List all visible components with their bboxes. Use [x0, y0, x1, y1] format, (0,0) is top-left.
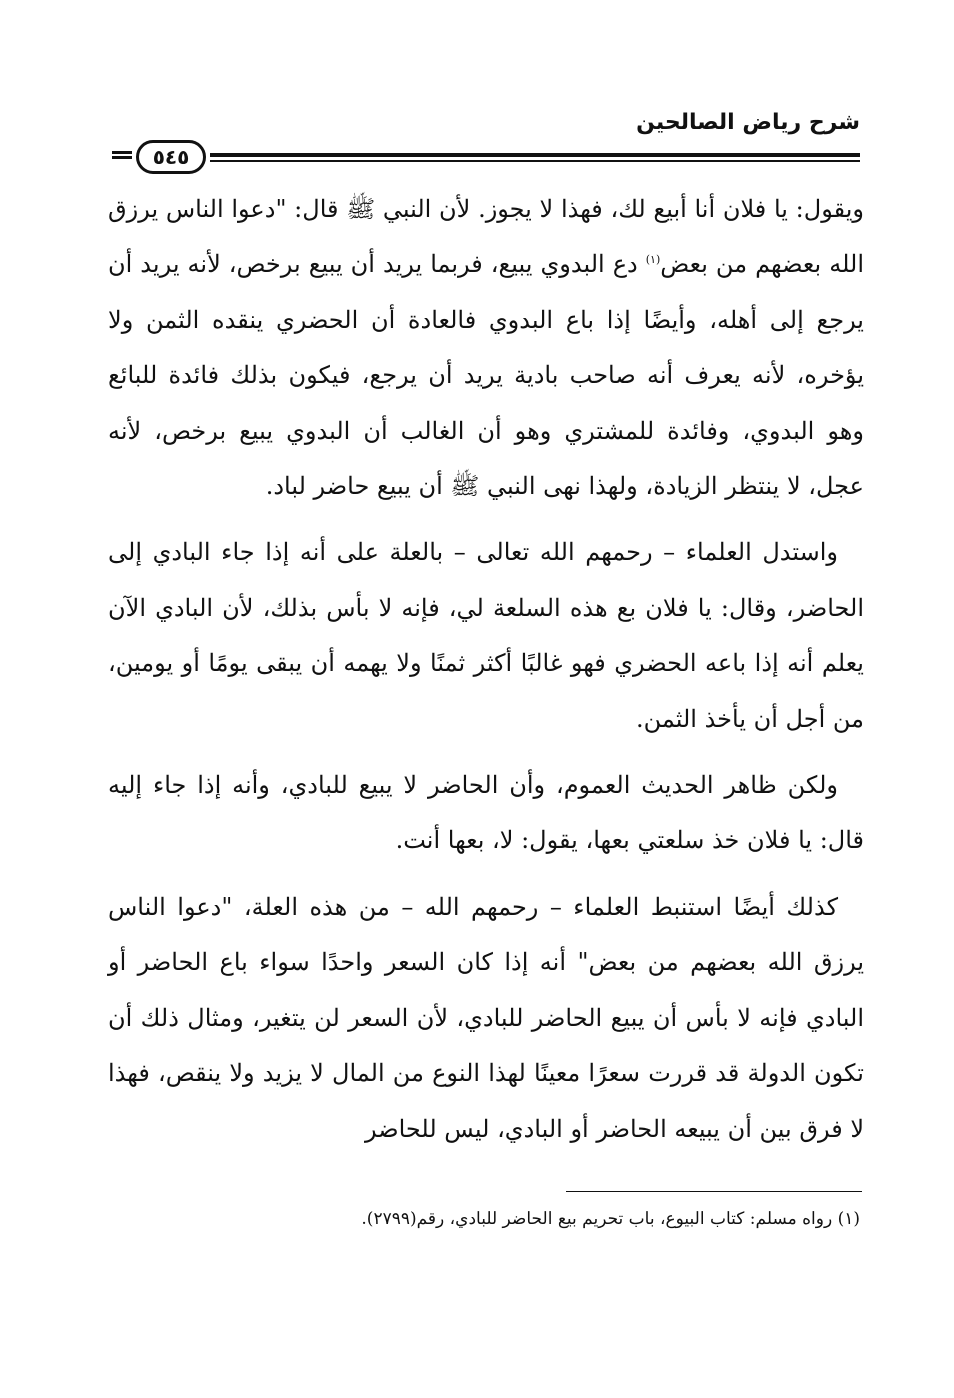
paragraph-1 — [108, 182, 864, 514]
header-rule — [112, 140, 860, 176]
paragraph-3: ولكن ظاهر الحديث العموم، وأن الحاضر لا يبيع للبادي، وأنه إذا جاء إليه قال: يا فلان خذ سلعتي بعها، يقول: لا، بعها أنت. — [108, 771, 864, 855]
footnote: (١) رواه مسلم: كتاب البيوع، باب تحريم بيع الحاضر للبادي، رقم(٢٧٩٩). — [361, 1209, 860, 1229]
page-header — [112, 100, 860, 180]
footnote-separator — [566, 1191, 862, 1192]
rule-end-mark — [112, 151, 132, 163]
paragraph-4: كذلك أيضًا استنبط العلماء – رحمهم الله – من هذه العلة، "دعوا الناس يرزق الله بعضهم من بعض" أنه إذا كان السعر واحدًا سواء باع الحاضر أو البادي فإنه لا بأس أن يبيع الحاضر للبادي، لأن السعر لن يتغير، ومثال ذلك أن تكون الدولة قد قررت سعرًا معينًا لهذا النوع من المال لا يزيد ولا ينقص، فهذا لا فرق بين أن يبيعه الحاضر أو البادي، ليس للحاضر — [108, 892, 864, 1143]
double-rule-lines — [210, 153, 860, 163]
main-text — [108, 182, 864, 1168]
footnote-marker[interactable]: (١) — [645, 253, 661, 267]
page-number: ٥٤٥ — [136, 140, 206, 174]
paragraph-2: واستدل العلماء – رحمهم الله تعالى – بالعلة على أنه إذا جاء البادي إلى الحاضر، وقال: يا فلان بع هذه السلعة لي، فإنه لا بأس بذلك، لأن البادي الآن يعلم أنه إذا باعه الحضري فهو غالبًا أكثر ثمنًا ولا يهمه أن يبقى يومًا أو يومين، من أجل أن يأخذ الثمن. — [108, 538, 864, 733]
paragraph-1-text-b: دع البدوي يبيع، فربما يريد أن يبيع برخص، لأنه يريد أن يرجع إلى أهله، وأيضًا إذا باع البدوي فالعادة أن الحضري ينقده الثمن ولا يؤخره، لأنه يعرف أنه صاحب بادية يريد أن يرجع، فيكون بذلك فائدة للبائع وهو البدوي، وفائدة للمشتري وهو أن الغالب أن البدوي يبيع برخص، لأنه عجل، لا ينتظر الزيادة، ولهذا نهى النبي ﷺ أن يبيع حاضر لباد. — [108, 250, 864, 501]
paragraph-1-text-a: ويقول: يا فلان أنا أبيع لك، فهذا لا يجوز. لأن النبي ﷺ قال: "دعوا الناس يرزق الله بعضهم من بعض — [108, 195, 865, 279]
book-title: شرح رياض الصالحين — [636, 110, 860, 135]
